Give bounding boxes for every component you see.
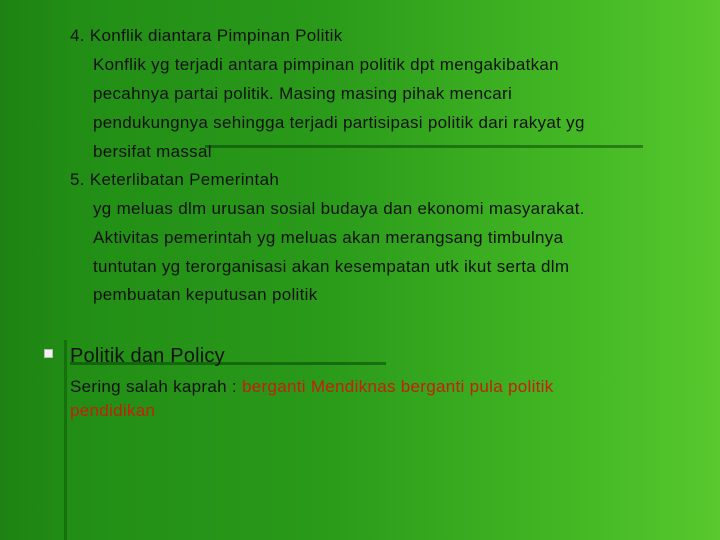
section5-line: yg meluas dlm urusan sosial budaya dan ekonomi masyarakat. [93, 199, 585, 218]
section4-heading: 4. Konflik diantara Pimpinan Politik [70, 26, 343, 45]
policy-body-highlight: berganti Mendiknas berganti pula politik [241, 377, 554, 396]
policy-body-line [70, 377, 554, 397]
policy-body-prefix: Sering salah kaprah : [70, 377, 242, 396]
section4-line: pecahnya partai politik. Masing masing pihak mencari [93, 84, 513, 103]
policy-body-highlight-continued: pendidikan [70, 401, 156, 420]
section5-line: Aktivitas pemerintah yg meluas akan merangsang timbulnya [93, 228, 564, 247]
section5-line: tuntutan yg terorganisasi akan kesempatan utk ikut serta dlm [93, 257, 570, 276]
divider-line [64, 340, 67, 540]
square-bullet-icon [44, 349, 53, 358]
policy-heading: Politik dan Policy [70, 345, 225, 367]
divider-line [205, 145, 643, 148]
section4-line: bersifat massal [93, 142, 212, 161]
background-shade [0, 0, 70, 540]
section5-heading: 5. Keterlibatan Pemerintah [70, 170, 280, 189]
section5-line: pembuatan keputusan politik [93, 285, 318, 304]
section4-line: pendukungnya sehingga terjadi partisipasi politik dari rakyat yg [93, 113, 585, 132]
section4-line: Konflik yg terjadi antara pimpinan politik dpt mengakibatkan [93, 55, 559, 74]
